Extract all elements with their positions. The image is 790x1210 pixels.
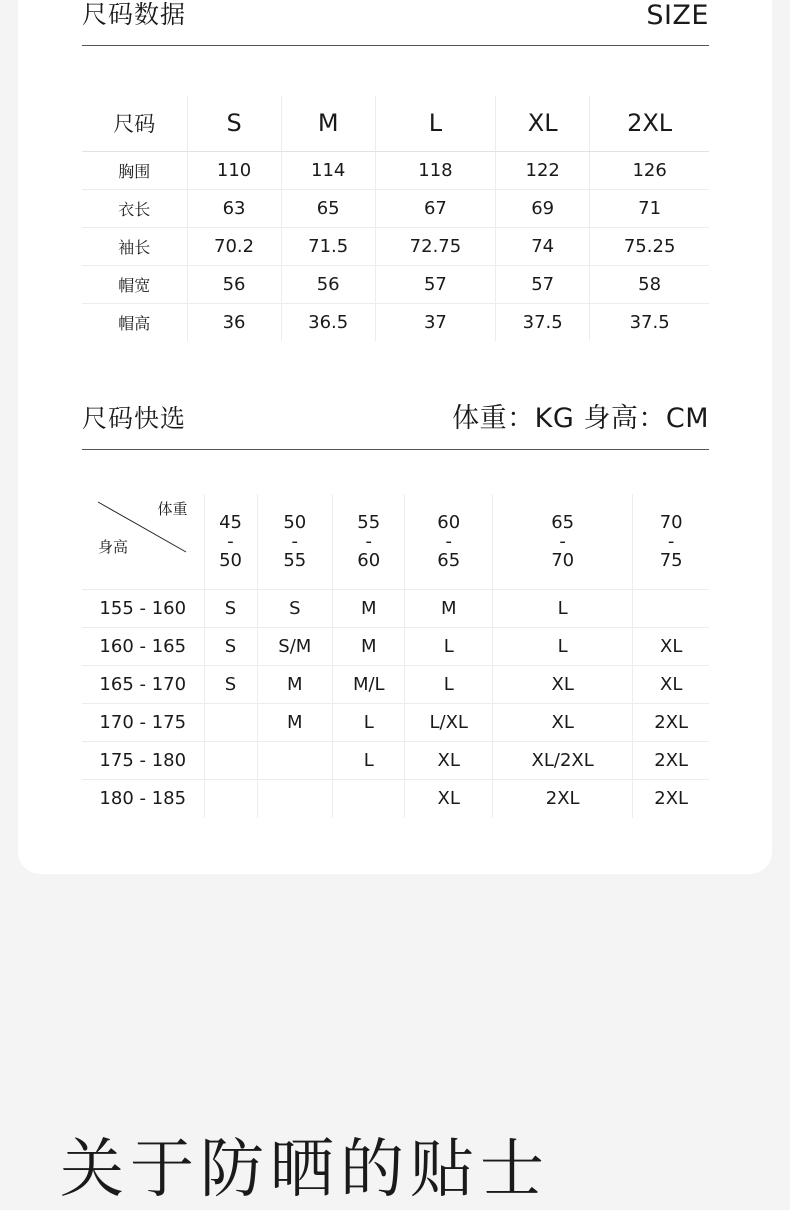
size-cell: S [204, 628, 257, 666]
size-cell [204, 704, 257, 742]
size-cell: L [493, 590, 633, 628]
size-cell: S [204, 590, 257, 628]
table-row [82, 780, 709, 818]
table-row [82, 590, 709, 628]
weight-col-header: 50 - 55 [257, 494, 333, 590]
measure-cell: 122 [496, 151, 590, 189]
table-row [82, 628, 709, 666]
height-range-label: 170 - 175 [82, 704, 204, 742]
weight-col-header: 65 - 70 [493, 494, 633, 590]
height-range-label: 165 - 170 [82, 666, 204, 704]
size-header-label: 尺码 [82, 96, 187, 151]
size-cell: M/L [333, 666, 405, 704]
size-cell: M [333, 590, 405, 628]
size-cell [257, 742, 333, 780]
size-cell: L/XL [405, 704, 493, 742]
table-row [82, 666, 709, 704]
size-cell: 2XL [493, 780, 633, 818]
table-row [82, 265, 709, 303]
measure-cell: 37.5 [496, 303, 590, 341]
measure-cell: 37 [375, 303, 495, 341]
corner-cell [82, 494, 204, 590]
table-row [82, 303, 709, 341]
size-col-header: 2XL [590, 96, 709, 151]
size-cell: XL [405, 780, 493, 818]
weight-header-row [82, 494, 709, 590]
measure-cell: 56 [281, 265, 375, 303]
size-col-header: XL [496, 96, 590, 151]
measure-cell: 126 [590, 151, 709, 189]
size-cell: XL [633, 666, 709, 704]
unit-label: 体重：KG 身高：CM [452, 403, 709, 434]
size-cell: 2XL [633, 704, 709, 742]
table-row [82, 189, 709, 227]
measure-cell: 118 [375, 151, 495, 189]
measure-cell: 71.5 [281, 227, 375, 265]
height-range-label: 175 - 180 [82, 742, 204, 780]
measure-cell: 65 [281, 189, 375, 227]
measure-cell: 56 [187, 265, 281, 303]
measure-label: 衣长 [82, 189, 187, 227]
table-row [82, 151, 709, 189]
quick-select-header [82, 400, 709, 450]
size-header-row [82, 96, 709, 151]
size-cell [633, 590, 709, 628]
weight-col-header: 45 - 50 [204, 494, 257, 590]
size-cell: M [257, 666, 333, 704]
quick-select-title: 尺码快选 [82, 404, 187, 433]
size-cell [204, 780, 257, 818]
measure-cell: 57 [375, 265, 495, 303]
height-range-label: 160 - 165 [82, 628, 204, 666]
measure-label: 帽高 [82, 303, 187, 341]
measure-cell: 114 [281, 151, 375, 189]
measure-cell: 58 [590, 265, 709, 303]
size-cell: XL [405, 742, 493, 780]
height-range-label: 155 - 160 [82, 590, 204, 628]
weight-col-header: 60 - 65 [405, 494, 493, 590]
measure-cell: 37.5 [629, 311, 670, 333]
size-cell: S/M [257, 628, 333, 666]
size-cell: L [333, 742, 405, 780]
quick-select-table [82, 494, 709, 818]
table-row [82, 704, 709, 742]
size-label: SIZE [646, 0, 709, 31]
measure-cell: 110 [187, 151, 281, 189]
measure-cell: 69 [496, 189, 590, 227]
size-cell: 2XL [654, 788, 689, 810]
size-cell: L [333, 704, 405, 742]
size-cell: L [405, 628, 493, 666]
size-cell: XL [633, 628, 709, 666]
measure-cell: 71 [590, 189, 709, 227]
measure-cell: 63 [187, 189, 281, 227]
measure-label: 袖长 [82, 227, 187, 265]
measure-cell: 70.2 [187, 227, 281, 265]
size-cell: M [405, 590, 493, 628]
weight-axis-label: 体重 [157, 500, 188, 518]
measure-label: 帽宽 [82, 265, 187, 303]
size-cell [204, 742, 257, 780]
measure-cell: 67 [375, 189, 495, 227]
weight-col-header: 70 - 75 [633, 494, 709, 590]
size-cell: M [257, 704, 333, 742]
next-section-title: 关于防晒的贴士 [60, 1133, 550, 1207]
weight-col-header: 55 - 60 [333, 494, 405, 590]
measure-cell: 36.5 [281, 303, 375, 341]
measure-label: 胸围 [82, 151, 187, 189]
size-col-header: M [281, 96, 375, 151]
measure-cell: 72.75 [375, 227, 495, 265]
size-cell: XL [493, 704, 633, 742]
size-cell: M [333, 628, 405, 666]
size-cell: XL/2XL [493, 742, 633, 780]
size-cell: 2XL [633, 742, 709, 780]
measure-cell: 57 [496, 265, 590, 303]
size-cell: L [493, 628, 633, 666]
measure-cell: 36 [187, 303, 281, 341]
height-range-label: 180 - 185 [82, 780, 204, 818]
size-col-header: S [187, 96, 281, 151]
size-data-title: 尺码数据 [82, 0, 187, 29]
size-cell: L [405, 666, 493, 704]
size-cell: XL [493, 666, 633, 704]
size-data-header [82, 0, 709, 46]
size-cell: S [204, 666, 257, 704]
height-axis-label: 身高 [98, 538, 129, 556]
measure-cell: 75.25 [590, 227, 709, 265]
size-cell [257, 780, 333, 818]
table-row [82, 742, 709, 780]
measure-cell: 74 [496, 227, 590, 265]
size-cell [333, 780, 405, 818]
size-cell: S [257, 590, 333, 628]
table-row [82, 227, 709, 265]
size-data-table [82, 96, 709, 341]
size-col-header: L [375, 96, 495, 151]
